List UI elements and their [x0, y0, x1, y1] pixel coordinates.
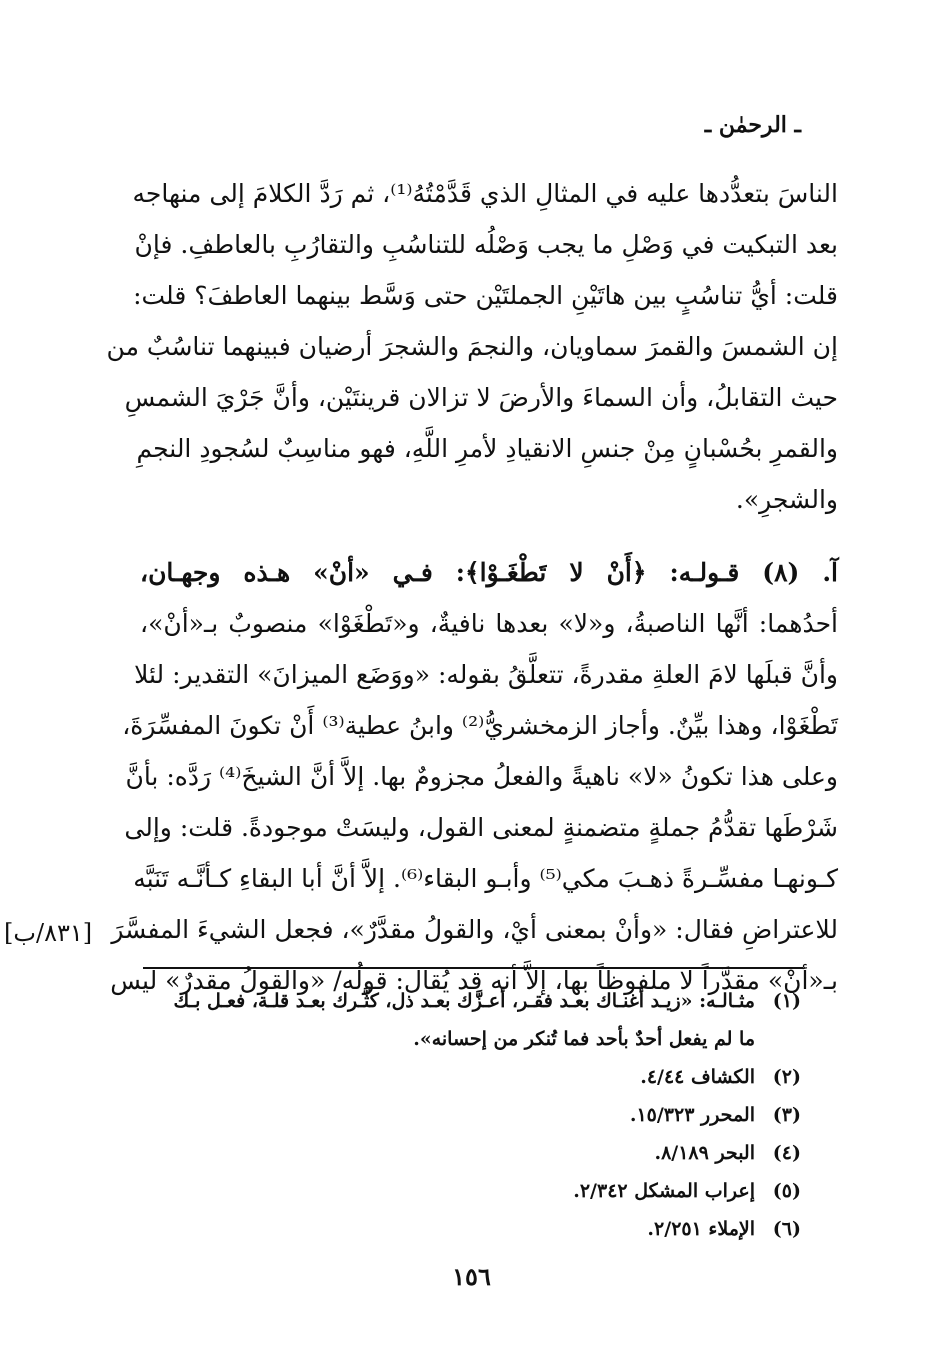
- footnote-number: (٦): [772, 1218, 801, 1240]
- footnote: [143, 1096, 801, 1134]
- text-line: أحدُهما: أنَّها الناصبةُ، و«لا» بعدها نافيةٌ، و«تَطْغَوْا» منصوبٌ بـ«أنْ»،: [140, 609, 838, 638]
- text-line: حيث التقابلُ، وأن السماءَ والأرضَ لا تزالان قرينتَيْن، وأنَّ جَرْيَ الشمسِ: [124, 383, 838, 412]
- manuscript-margin-reference: [٨٣١/ب]: [4, 919, 93, 947]
- footnote-number: (٢): [772, 1066, 801, 1088]
- footnote-text: إعراب المشكل ٢/٣٤٢.: [573, 1180, 755, 1202]
- verse-heading-line: آ. (٨) قـولـه: ﴿أَنْ لا تَطْغَـوْا﴾: فـي «أنْ» هـذه وجهـان،: [140, 558, 838, 587]
- footnote: [143, 1210, 801, 1248]
- footnote: [143, 1058, 801, 1096]
- footnote-continuation: ما لم يفعل أحدٌ بأحد فما تُنكر من إحسانه».: [413, 1028, 755, 1050]
- footnote: [143, 982, 801, 1020]
- text-line: شَرْطَها تقدُّمُ جملةٍ متضمنةٍ لمعنى القول، وليسَتْ موجودةً. قلت: وإلى: [124, 813, 838, 842]
- footnote-text: الإملاء ٢/٢٥١.: [647, 1218, 755, 1240]
- text-line: للاعتراضِ فقال: «وأنْ بمعنى أيْ، والقولُ مقدَّرٌ»، فجعل الشيءَ المفسَّرَ: [111, 915, 838, 944]
- text-line: الناسَ بتعدُّدها عليه في المثالِ الذي قَدَّمْتُهُ⁽¹⁾، ثم رَدَّ الكلامَ إلى منهاجه: [132, 179, 838, 208]
- footnote-number: (١): [772, 990, 801, 1012]
- footnote-text: البحر ٨/١٨٩.: [654, 1142, 755, 1164]
- footnote-text: مثـالـه: «زيـد أغنـاك بعـد فقـر، أعـزَّك بعـد ذل، كثَّـرك بعـد قلـة، فعـل بـك: [173, 990, 755, 1012]
- text-line: وعلى هذا تكونُ «لا» ناهيةً والفعلُ مجزومٌ بها. إلاَّ أنَّ الشيخَ⁽⁴⁾ رَدَّه: بأنَّ: [125, 762, 838, 791]
- text-line: كـونهـا مفسِّـرةً ذهـبَ مكي⁽⁵⁾ وأبـو البقاء⁽⁶⁾. إلاَّ أنَّ أبا البقاءِ كـأنَّـه تَنَبَّه: [133, 864, 838, 893]
- text-line: بعد التبكيت في وَصْلِ ما يجب وَصْلُه للتناسُبِ والتقارُبِ بالعاطفِ. فإنْ: [134, 230, 838, 259]
- footnote-number: (٤): [772, 1142, 801, 1164]
- page-number: ١٥٦: [452, 1262, 491, 1291]
- paragraph-gap: [140, 525, 838, 547]
- footnote: [143, 1172, 801, 1210]
- text-line: بـ«أنْ» مقدَّراً لا ملفوظاً بها، إلاَّ أنه قد يُقال: قولُه/ «والقولُ مقدرٌ» ليس: [110, 966, 838, 995]
- main-text: [106, 168, 838, 1006]
- text-line: والشجرِ».: [735, 485, 838, 514]
- footnote-text: الكشاف ٤/٤٤.: [640, 1066, 755, 1088]
- footnote-number: (٣): [772, 1104, 801, 1126]
- footnote-divider: [143, 967, 803, 969]
- footnotes: [143, 982, 801, 1248]
- text-line: قلت: أيُّ تناسُبٍ بين هاتَيْنِ الجملتَيْن حتى وَسَّط بينهما العاطفَ؟ قلت:: [133, 281, 838, 310]
- running-header: ـ الرحمٰن ـ: [704, 112, 801, 138]
- text-line: والقمرِ بحُسْبانٍ مِنْ جنسِ الانقيادِ لأمرِ اللَّهِ، فهو مناسِبٌ لسُجودِ النجمِ: [136, 434, 838, 463]
- footnote: [143, 1134, 801, 1172]
- text-line: وأنَّ قبلَها لامَ العلةِ مقدرةً، تتعلَّقُ بقوله: «ووَضَع الميزانَ» التقدير: لئلا: [134, 660, 838, 689]
- footnote-text: المحرر ١٥/٣٢٣.: [629, 1104, 755, 1126]
- footnote-number: (٥): [772, 1180, 801, 1202]
- text-line: إن الشمسَ والقمرَ سماويان، والنجمَ والشجرَ أرضيان فبينهما تناسُبٌ من: [106, 332, 838, 361]
- text-line: تَطْغَوْا، وهذا بيِّنٌ. وأجاز الزمخشريُّ⁽²⁾ وابنُ عطية⁽³⁾ أَنْ تكونَ المفسِّرَةَ،: [122, 711, 838, 740]
